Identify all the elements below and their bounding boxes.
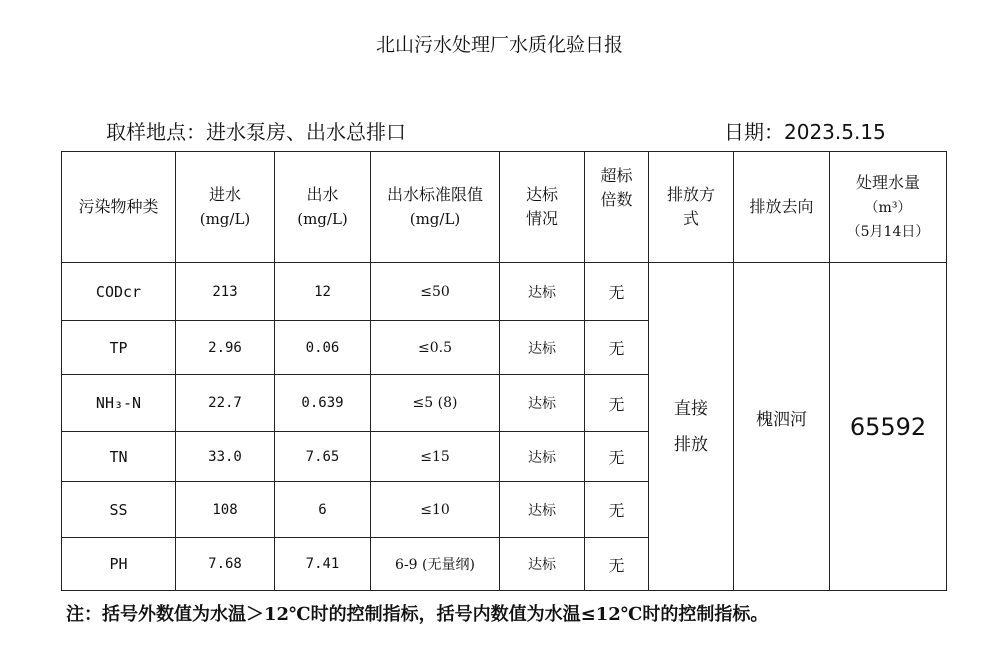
discharge-mode-cell: 直接 排放: [649, 263, 734, 591]
cell-item: TP: [62, 321, 176, 375]
cell-exceed: 无: [585, 482, 649, 538]
cell-status: 达标: [500, 538, 585, 591]
sampling-location: 取样地点：进水泵房、出水总排口: [106, 120, 406, 144]
footnote: 注：括号外数值为水温＞12℃时的控制指标，括号内数值为水温≤12℃时的控制指标。: [66, 604, 769, 625]
header-row: [62, 152, 947, 263]
cell-limit: ≤5 (8): [371, 375, 500, 432]
cell-status: 达标: [500, 321, 585, 375]
table-row: [62, 263, 947, 321]
cell-item: SS: [62, 482, 176, 538]
cell-item: TN: [62, 432, 176, 482]
header-exceed: 超标 倍数: [585, 152, 649, 263]
header-dest: 排放去向: [734, 152, 830, 263]
cell-effluent: 12: [275, 263, 371, 321]
header-mode: 排放方 式: [649, 152, 734, 263]
cell-exceed: 无: [585, 263, 649, 321]
report-title: 北山污水处理厂水质化验日报: [375, 34, 623, 56]
cell-exceed: 无: [585, 321, 649, 375]
discharge-destination-cell: 槐泗河: [734, 263, 830, 591]
cell-limit: ≤50: [371, 263, 500, 321]
header-item: 污染物种类: [62, 152, 176, 263]
cell-effluent: 0.06: [275, 321, 371, 375]
cell-influent: 2.96: [176, 321, 275, 375]
cell-limit: ≤0.5: [371, 321, 500, 375]
cell-status: 达标: [500, 432, 585, 482]
header-status: 达标 情况: [500, 152, 585, 263]
cell-limit: ≤10: [371, 482, 500, 538]
header-volume: 处理水量 （m³） （5月14日）: [830, 152, 947, 263]
cell-effluent: 0.639: [275, 375, 371, 432]
cell-effluent: 7.65: [275, 432, 371, 482]
cell-exceed: 无: [585, 375, 649, 432]
cell-item: NH₃-N: [62, 375, 176, 432]
water-quality-table: [61, 151, 947, 591]
header-effluent: 出水 (mg/L): [275, 152, 371, 263]
cell-exceed: 无: [585, 432, 649, 482]
cell-exceed: 无: [585, 538, 649, 591]
cell-influent: 22.7: [176, 375, 275, 432]
cell-limit: 6-9 (无量纲): [371, 538, 500, 591]
cell-influent: 108: [176, 482, 275, 538]
treated-volume-cell: 65592: [830, 263, 947, 591]
cell-limit: ≤15: [371, 432, 500, 482]
header-limit: 出水标准限值 (mg/L): [371, 152, 500, 263]
header-influent: 进水 (mg/L): [176, 152, 275, 263]
cell-influent: 213: [176, 263, 275, 321]
cell-influent: 7.68: [176, 538, 275, 591]
report-date: 日期：2023.5.15: [724, 120, 886, 144]
cell-effluent: 7.41: [275, 538, 371, 591]
cell-item: PH: [62, 538, 176, 591]
cell-status: 达标: [500, 482, 585, 538]
cell-effluent: 6: [275, 482, 371, 538]
cell-item: CODcr: [62, 263, 176, 321]
cell-status: 达标: [500, 375, 585, 432]
cell-status: 达标: [500, 263, 585, 321]
cell-influent: 33.0: [176, 432, 275, 482]
